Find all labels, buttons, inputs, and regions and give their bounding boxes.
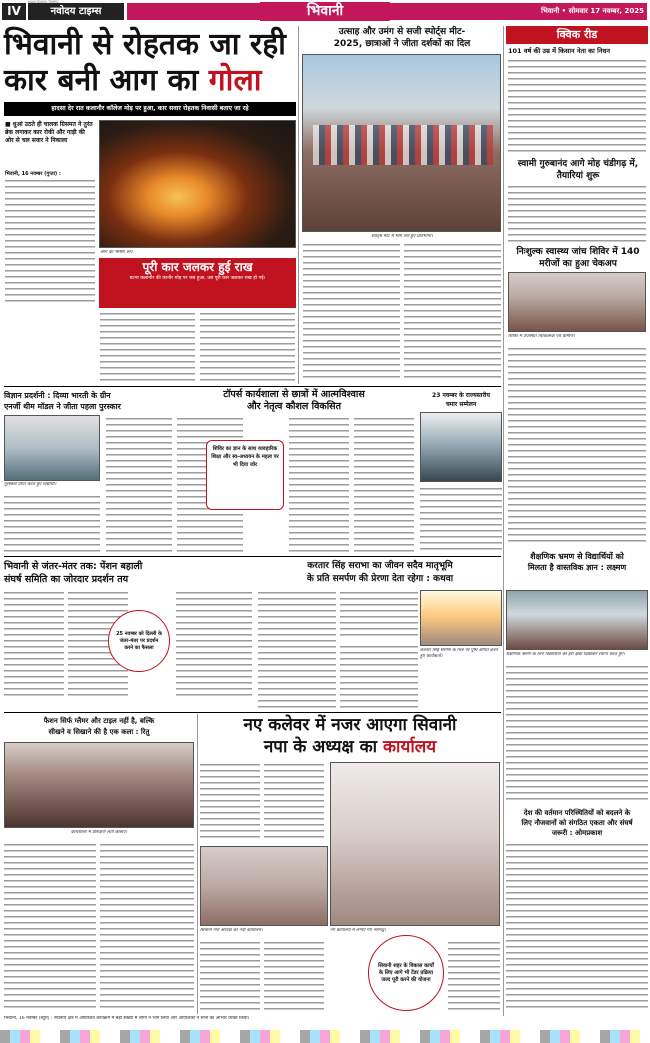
- toppers-headline-line1: टॉपर्स कार्यशाला से छात्रों में आत्मविश्वास: [223, 389, 365, 400]
- paper-name: नवोदय टाइम्स: [28, 3, 124, 20]
- fashion-photo: [4, 742, 194, 828]
- sports-caption: स्पोर्ट्स मीट में भाग लेते हुए प्रतिभागी।: [371, 234, 433, 239]
- science-headline: [4, 390, 164, 412]
- health-camp-caption: शिविर में उपस्थित चिकित्सक एवं ग्रामीण।: [508, 334, 575, 339]
- office-headline: [200, 714, 500, 758]
- toppers-headline: [170, 389, 418, 413]
- burnt-car-box: [99, 258, 296, 308]
- lead-headline-line1: भिवानी से रोहतक जा रही: [4, 27, 286, 62]
- column-rule-3: [197, 714, 198, 1014]
- science-photo: [4, 415, 100, 481]
- column-rule-2: [503, 26, 504, 1016]
- science-headline-line1: विज्ञान प्रदर्शनी : दिव्या भारती के ग्रीन: [4, 391, 111, 400]
- lead-headline: [4, 27, 296, 99]
- lead-headline-line2: कार बनी आग का: [4, 63, 199, 98]
- shaikshnik-headline: [506, 551, 648, 573]
- sarabha-body-col1: [258, 590, 336, 710]
- samelan-headline-line1: 23 नवम्बर के राज्यस्तरीय: [432, 392, 490, 399]
- column-rule-1: [298, 26, 299, 384]
- shaikshnik-body: [506, 664, 648, 804]
- quick-read-item3-headline: निःशुल्क स्वास्थ्य जांच शिविर में 140 मरीजों का हुआ चेकअप: [516, 247, 640, 269]
- pension-body-col3: [176, 590, 252, 700]
- registration-marks: [0, 1030, 650, 1043]
- top-strip: NAVODAYA TIMES: [28, 0, 59, 4]
- shaikshnik-headline-line2: मिलता है वास्तविक ज्ञान : लक्ष्मण: [527, 563, 627, 572]
- samelan-headline-line2: चमार सम्मेलन: [445, 401, 477, 408]
- toppers-pull-quote: [206, 440, 284, 510]
- rule-3: [4, 712, 501, 713]
- sambhav-headline-line2: लिए नौजवानों को संगठित एकता और संघर्ष: [521, 819, 633, 827]
- sarabha-body-col2: [340, 590, 418, 640]
- office-body-col2: [264, 762, 324, 842]
- quick-read-item3-body: [508, 346, 646, 546]
- shaikshnik-headline-line1: शैक्षणिक भ्रमण से विद्यार्थियों को: [530, 552, 624, 561]
- toppers-body-col4: [354, 416, 414, 552]
- lead-headline-line2-wrap: [4, 63, 296, 99]
- sports-photo-crowd: [313, 125, 493, 165]
- sarabha-headline: [258, 560, 502, 586]
- sports-body-col1: [303, 242, 400, 382]
- sambhav-headline-line1: देश की वर्तमान परिस्थितियों को बदलने के: [523, 809, 631, 817]
- lead-body-col1: [5, 178, 95, 303]
- date-line: भिवानी • सोमवार 17 नवम्बर, 2025: [541, 7, 644, 15]
- lead-body-col3: [200, 311, 295, 381]
- office-headline-line2: [200, 736, 500, 758]
- shaikshnik-trip-photo: [506, 590, 648, 650]
- fashion-body-col2: [100, 842, 194, 1012]
- lead-body-col2: [100, 311, 195, 381]
- fashion-caption: कार्यशाला में प्रशिक्षण लेतीं छात्राएं।: [70, 830, 128, 835]
- science-caption: पुरस्कार प्राप्त करते हुए विद्यार्थी।: [4, 482, 57, 487]
- fashion-body-col1: [4, 842, 96, 1012]
- section-title: भिवानी: [260, 2, 390, 21]
- quick-read-title: क्विक रीड: [506, 26, 648, 44]
- rule-2: [4, 556, 501, 557]
- office-body-col1: [200, 762, 260, 842]
- fashion-headline-line2: सीखने व सिखाने की है एक कला : रितु: [48, 728, 150, 736]
- pension-headline-line1: भिवानी से जंतर-मंतर तक: पेंशन बहाली: [4, 561, 143, 572]
- sports-headline-line2: 2025, छात्राओं ने जीता दर्शकों का दिल: [333, 39, 471, 49]
- quick-read-item2-headline: स्वामी गुरुबानंद आगे मोह चंडीगढ़ में, तैयारियां शुरू: [517, 159, 639, 181]
- bottom-filler: भिवानी, 16 नवम्बर (ब्यूरो) : स्थानीय क्षेत्र में आयोजित कार्यक्रम में बड़ी संख्या में लोगों ने भाग लिया और आयोजकों ने सभी का आभार व्यक्त किया।: [4, 1016, 250, 1021]
- fashion-headline-line1: फैशन सिर्फ ग्लैमर और टाइल नहीं है, बल्कि: [43, 717, 155, 725]
- toppers-pull-quote-text: शिविर का ज्ञान के साथ व्यवहारिक शिक्षा और स्व-अध्ययन के महत्व पर भी दिया जोर: [211, 446, 279, 468]
- pension-circle: [108, 610, 170, 672]
- shaikshnik-caption: शैक्षणिक भ्रमण के लिए विद्यार्थियों को हरी झंडी दिखाकर रवाना करते हुए।: [506, 652, 625, 657]
- sarabha-photo: [420, 590, 502, 646]
- sports-headline-line1: उत्साह और उमंग से सजी स्पोर्ट्स मीट-: [338, 27, 466, 37]
- pension-body-col1: [4, 590, 64, 700]
- toppers-headline-line2: और नेतृत्व कौशल विकसित: [246, 401, 341, 412]
- samelan-body: [420, 486, 502, 552]
- science-headline-line2: एनर्जी थीम मॉडल ने जीता पहला पुरस्कार: [4, 402, 121, 411]
- quick-read-item2-body: [508, 184, 646, 244]
- bullet-1: ■ धुआं उठते ही चालक ग्रिसमत ने तुरंत ब्रेक लगाकर कार रोकी और गाड़ी की ओर से चल सवार ने निकाला: [5, 121, 93, 144]
- lead-bullets: [5, 121, 95, 145]
- lead-dateline: भिवानी, 16 नवम्बर (गुप्ता) :: [5, 171, 61, 177]
- car-fire-photo: [99, 120, 296, 248]
- office-headline-highlight: कार्यालय: [383, 737, 437, 757]
- office-circle-text: सिवानी शहर के विकास कार्यों के लिए आगे भी टेंडर प्रक्रिया जल्द पूरी करने की योजना: [378, 962, 434, 983]
- rule-1: [4, 386, 501, 387]
- pension-headline-line2: संघर्ष समिति का जोरदार प्रदर्शन तय: [4, 574, 129, 585]
- office-headline-prefix: नपा के अध्यक्ष का: [263, 737, 378, 757]
- burnt-car-title: पूरी कार जलकर हुई राख: [142, 260, 253, 274]
- quick-read-item1-body: [508, 58, 646, 156]
- page-number: IV: [2, 3, 26, 20]
- fashion-headline: [4, 716, 194, 738]
- burnt-car-text: घटना कलानौर की कानौर मोड़ पर जब हुआ, उस पूरी कार जलकर राख हो गई।: [129, 276, 266, 281]
- office-body-col3: [200, 940, 260, 1012]
- pension-circle-text: 25 नवम्बर को दिल्ली के जंतर-मंतर पर प्रदर्शन करने का फैसला: [116, 630, 162, 651]
- office-photo-right: [330, 762, 500, 926]
- office-caption-right: नए कार्यालय में लगाए गए नामपट्ट।: [330, 928, 386, 933]
- sports-body-col2: [404, 242, 501, 382]
- sports-photo: [302, 54, 501, 232]
- science-body: [4, 494, 100, 552]
- masthead: [0, 0, 650, 22]
- office-circle: [368, 935, 444, 1011]
- sambhav-headline-line3: जरूरी : ओमप्रकाश: [551, 829, 603, 837]
- sambhav-body: [506, 842, 648, 1012]
- sarabha-caption: करतार सिंह सराभा के चित्र पर पुष्प अर्पित करते हुए कार्यकर्ता।: [420, 648, 498, 659]
- sarabha-body-col3: [340, 644, 418, 710]
- samelan-headline: [420, 391, 502, 409]
- toppers-body-col1: [106, 416, 172, 552]
- toppers-body-col3: [289, 416, 349, 552]
- sarabha-headline-line2: के प्रति समर्पण की प्रेरणा देता रहेगा : कथवा: [306, 574, 454, 584]
- lead-headline-highlight: गोला: [208, 63, 262, 98]
- sports-headline: [303, 26, 501, 50]
- car-fire-caption: आग का भीषण रूप: [100, 250, 133, 255]
- health-camp-photo: [508, 272, 646, 332]
- quick-read-item1-headline: 101 वर्ष की उम्र में किसान नेता का निधन: [508, 47, 610, 55]
- office-body-col4: [264, 940, 324, 1012]
- lead-subhead: हादसा देर रात कलानौर कॉलेज मोड़ पर हुआ, कार सवार रोहतक निवासी बताए जा रहे: [4, 102, 296, 116]
- office-headline-line1: नए कलेवर में नजर आएगा सिवानी: [243, 715, 457, 735]
- pension-headline: [4, 560, 254, 586]
- sambhav-headline: [506, 808, 648, 838]
- office-photo-left: [200, 846, 328, 926]
- sarabha-headline-line1: करतार सिंह सराभा का जीवन सदैव मातृभूमि: [307, 561, 453, 571]
- samelan-photo: [420, 412, 502, 482]
- office-caption-left: सिवानी नपा अध्यक्ष का नया कार्यालय।: [200, 928, 263, 933]
- office-body-col5: [448, 940, 500, 1012]
- bullet-1-text: धुआं उठते ही चालक ग्रिसमत ने तुरंत ब्रेक लगाकर कार रोकी और गाड़ी की ओर से चल सवार ने निकाला: [5, 121, 93, 144]
